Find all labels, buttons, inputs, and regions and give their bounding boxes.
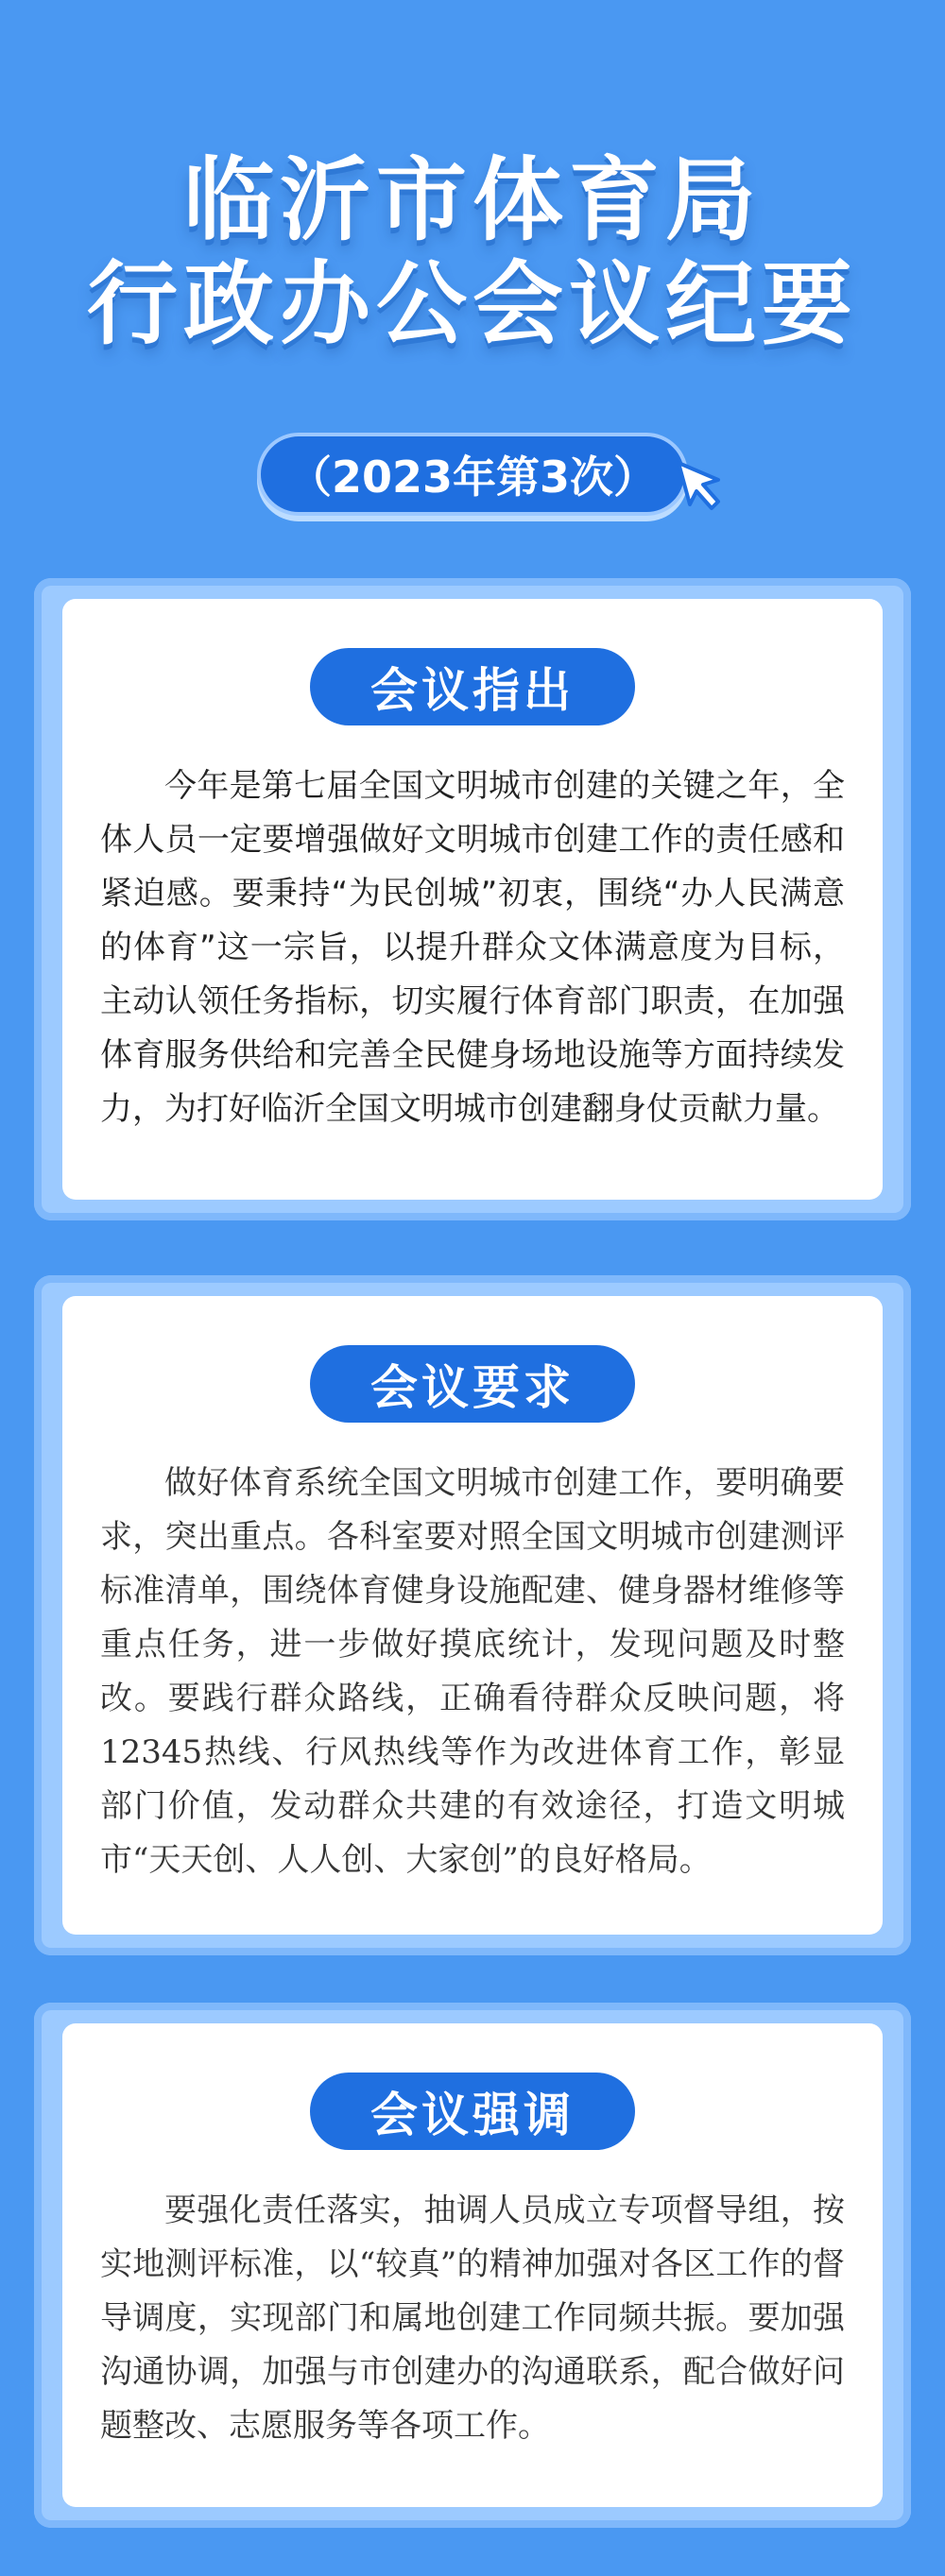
page-title-line1: 临沂市体育局 <box>183 147 762 253</box>
section-card-body <box>62 1296 883 1935</box>
section-paragraph: 要强化责任落实，抽调人员成立专项督导组，按实地测评标准，以“较真”的精神加强对各区工作的督导调度，实现部门和属地创建工作同频共振。要加强沟通协调，加强与市创建办的沟通联系，配合做好问题整改、志愿服务等各项工作。 <box>100 2192 845 2445</box>
section-card-requirements <box>34 1275 911 1955</box>
page-title-line2: 行政办公会议纪要 <box>87 251 858 357</box>
section-card-body <box>62 2023 883 2507</box>
section-card-pointed-out <box>34 578 911 1220</box>
issue-badge: （2023年第3次） <box>257 433 688 516</box>
section-title: 会议指出 <box>310 648 635 725</box>
section-paragraph: 做好体育系统全国文明城市创建工作，要明确要求，突出重点。各科室要对照全国文明城市创建测评标准清单，围绕体育健身设施配建、健身器材维修等重点任务，进一步做好摸底统计，发现问题及时整改。要践行群众路线，正确看待群众反映问题，将12345热线、行风热线等作为改进体育工作，彰显部门价值，发动群众共建的有效途径，打造文明城市“天天创、人人创、大家创”的良好格局。 <box>100 1464 845 1879</box>
section-paragraph: 今年是第七届全国文明城市创建的关键之年，全体人员一定要增强做好文明城市创建工作的责任感和紧迫感。要秉持“为民创城”初衷，围绕“办人民满意的体育”这一宗旨，以提升群众文体满意度为目标，主动认领任务指标，切实履行体育部门职责，在加强体育服务供给和完善全民健身场地设施等方面持续发力，为打好临沂全国文明城市创建翻身仗贡献力量。 <box>100 767 845 1128</box>
cursor-arrow-icon <box>673 459 730 516</box>
section-title: 会议要求 <box>310 1345 635 1423</box>
section-title: 会议强调 <box>310 2073 635 2150</box>
section-card-emphasis <box>34 2003 911 2528</box>
section-card-body <box>62 599 883 1200</box>
